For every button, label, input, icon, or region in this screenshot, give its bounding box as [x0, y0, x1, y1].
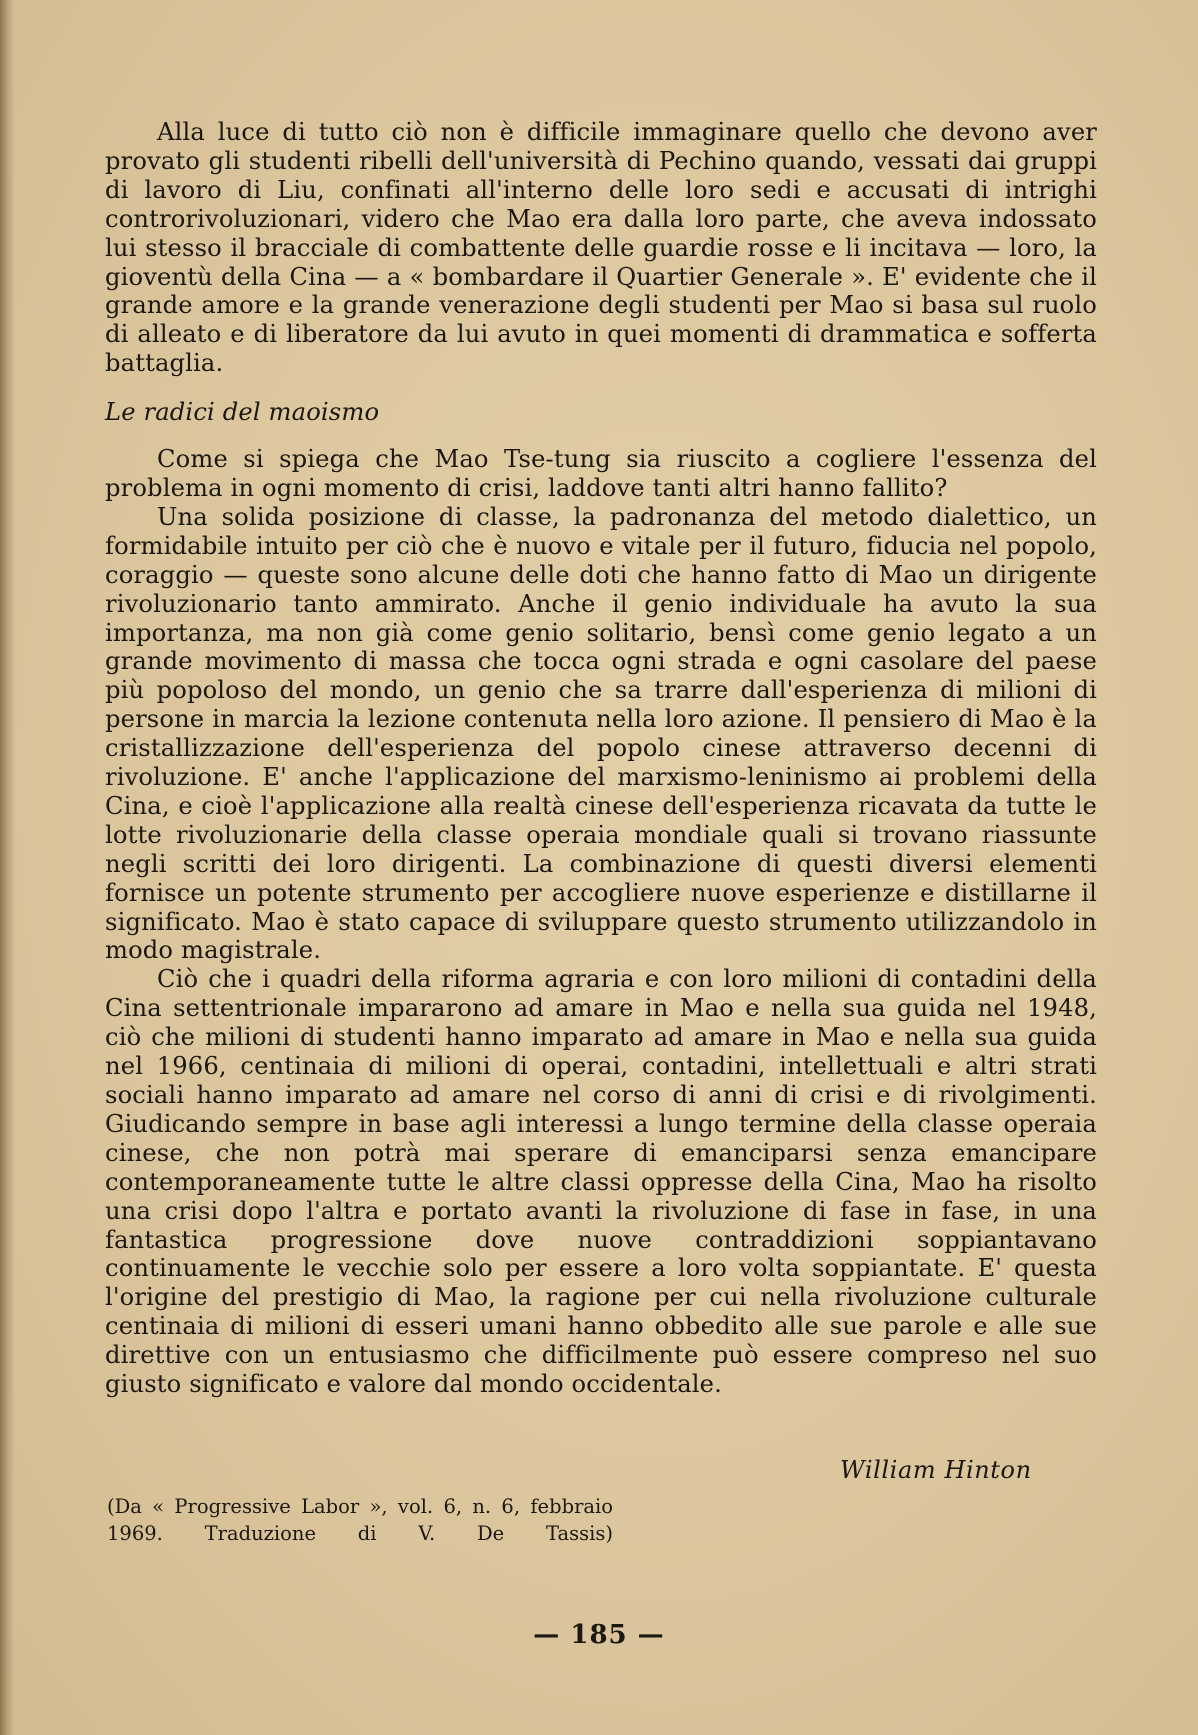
page-number: — 185 —: [533, 1620, 665, 1650]
source-note: (Da « Progressive Labor », vol. 6, n. 6, febbraio 1969. Traduzione di V. De Tassis): [107, 1495, 613, 1545]
section-heading: Le radici del maoismo: [105, 398, 380, 427]
paragraph-intro: Alla luce di tutto ciò non è difficile immaginare quello che devono aver provato gli studenti ribelli dell'università di Pechino quando, vessati dai gruppi di lavoro di Liu, confinati all'interno delle loro sedi e accusati di intrighi controrivoluzionari, videro che Mao era dalla loro parte, che aveva indossato lui stesso il bracciale di combattente delle guardie rosse e li incitava — loro, la gioventù della Cina — a « bombardare il Quartier Generale ». E' evidente che il grande amore e la grande venerazione degli studenti per Mao si basa sul ruolo di alleato e di liberatore da lui avuto in quei momenti di drammatica e sofferta battaglia.: [105, 118, 1097, 378]
author-signature: William Hinton: [840, 1456, 1032, 1484]
paragraph-prestige: Ciò che i quadri della riforma agraria e con loro milioni di contadini della Cina settentrionale impararono ad amare in Mao e nella sua guida nel 1948, ciò che milioni di studenti hanno imparato ad amare in Mao e nella sua guida nel 1966, centinaia di milioni di operai, contadini, intellettuali e altri strati sociali hanno imparato ad amare nel corso di anni di crisi e di rivolgimenti. Giudicando sempre in base agli interessi a lungo termine della classe operaia cinese, che non potrà mai sperare di emanciparsi senza emancipare contemporaneamente tutte le altre classi oppresse della Cina, Mao ha risolto una crisi dopo l'altra e portato avanti la rivoluzione di fase in fase, in una fantastica progressione dove nuove contraddizioni soppiantavano continuamente le vecchie solo per essere a loro volta soppiantate. E' questa l'origine del prestigio di Mao, la ragione per cui nella rivoluzione culturale centinaia di milioni di esseri umani hanno obbedito alle sue parole e alle sue direttive con un entusiasmo che difficilmente può essere compreso nel suo giusto significato e valore dal mondo occidentale.: [105, 965, 1097, 1399]
page-spine-shadow: [0, 0, 14, 1735]
paragraph-question: Come si spiega che Mao Tse-tung sia riuscito a cogliere l'essenza del problema in ogni momento di crisi, laddove tanti altri hanno fallito?: [105, 445, 1097, 502]
paragraph-qualities: Una solida posizione di classe, la padronanza del metodo dialettico, un formidabile intuito per ciò che è nuovo e vitale per il futuro, fiducia nel popolo, coraggio — queste sono alcune delle doti che hanno fatto di Mao un dirigente rivoluzionario tanto ammirato. Anche il genio individuale ha avuto la sua importanza, ma non già come genio solitario, bensì come genio legato a un grande movimento di massa che tocca ogni strada e ogni casolare del paese più popoloso del mondo, un genio che sa trarre dall'esperienza di milioni di persone in marcia la lezione contenuta nella loro azione. Il pensiero di Mao è la cristallizzazione dell'esperienza del popolo cinese attraverso decenni di rivoluzione. E' anche l'applicazione del marxismo-leninismo ai problemi della Cina, e cioè l'applicazione alla realtà cinese dell'esperienza ricavata da tutte le lotte rivoluzionarie della classe operaia mondiale quali si trovano riassunte negli scritti dei loro dirigenti. La combinazione di questi diversi elementi fornisce un potente strumento per accogliere nuove esperienze e distillarne il significato. Mao è stato capace di sviluppare questo strumento utilizzandolo in modo magistrale.: [105, 502, 1097, 965]
article-body: [105, 118, 1097, 1399]
